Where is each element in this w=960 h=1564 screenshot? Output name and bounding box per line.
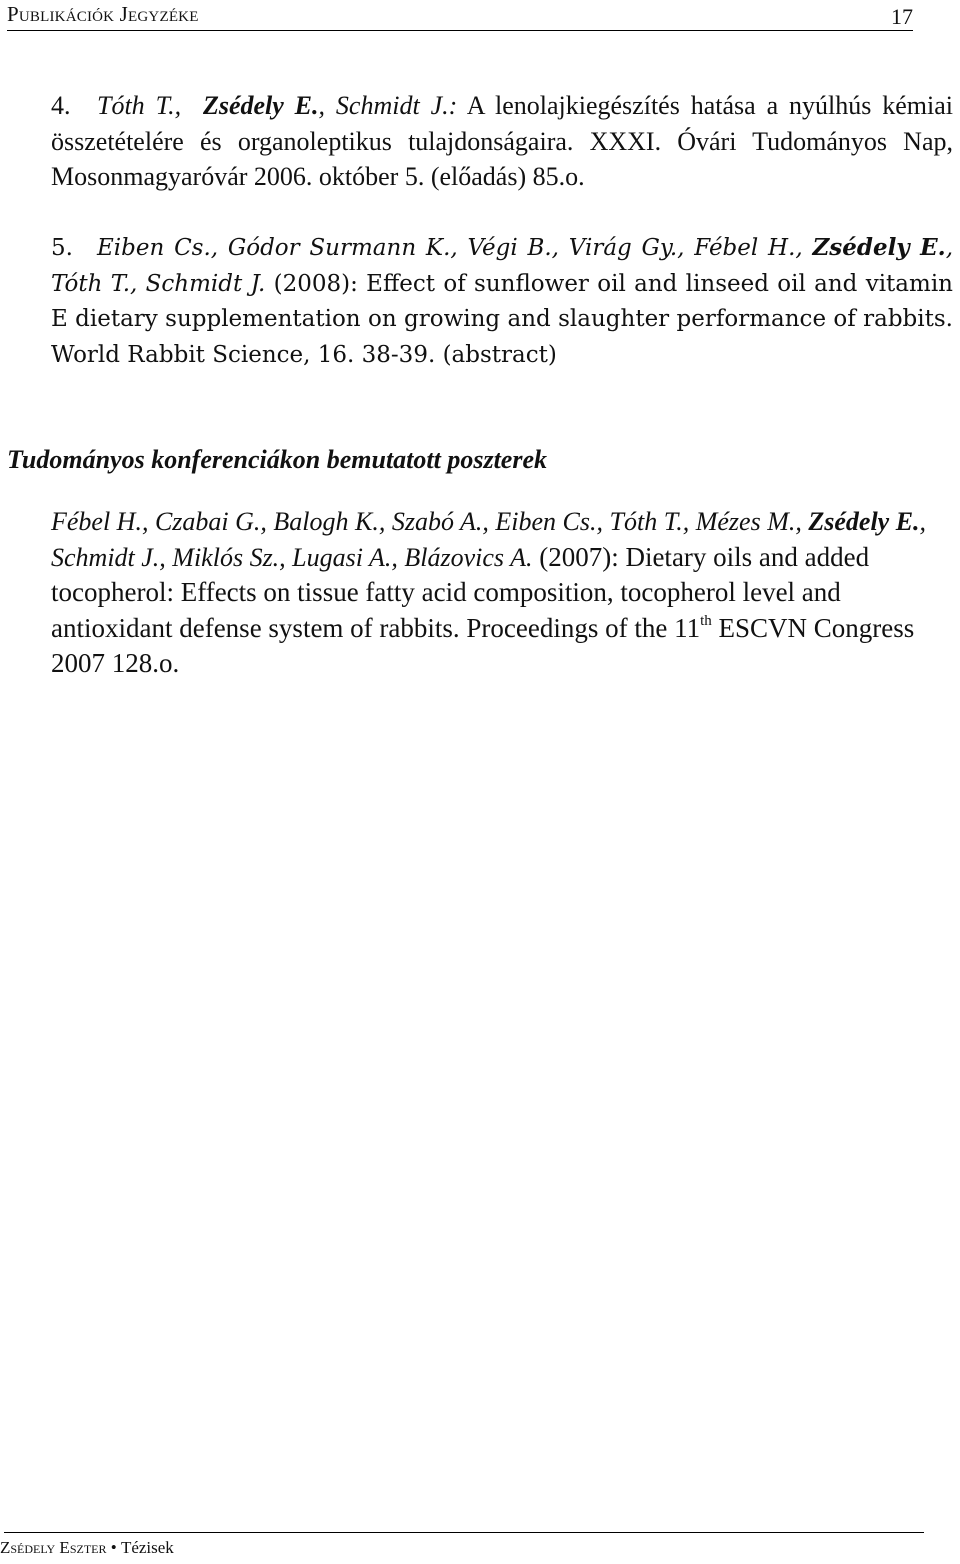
poster-authors-rest: , Schmidt J., Miklós Sz., Lugasi A., Blázovics A.: [51, 507, 927, 572]
publication-entry-5: [51, 230, 953, 373]
entry-authors-rest: , Schmidt J.:: [318, 91, 458, 120]
publication-entry-4: [51, 88, 953, 195]
entry-authors-rest: , Tóth T., Schmidt J.: [51, 235, 953, 297]
poster-text: (2007): Dietary oils and added tocopherol: Effects on tissue fatty acid composition, tocopherol level and antioxidant defense system of rabbits. Proceedings of the 11: [51, 541, 870, 643]
entry-author-highlight: Zsédely E.: [202, 91, 319, 120]
section-heading: Tudományos konferenciákon bemutatott poszterek: [7, 445, 547, 474]
poster-text-end: ESCVN Congress 2007 128.o.: [51, 612, 915, 678]
poster-authors: Fébel H., Czabai G., Balogh K., Szabó A., Eiben Cs., Tóth T., Mézes M.,: [51, 507, 802, 536]
entry-authors: Tóth T.,: [97, 91, 182, 120]
footer-rule: [4, 1532, 924, 1533]
page-footer: [0, 1538, 174, 1558]
page-header: [7, 2, 913, 31]
header-title: Publikációk Jegyzéke: [7, 2, 199, 26]
entry-number: 5.: [51, 235, 73, 261]
page-number: 17: [891, 4, 913, 29]
ordinal-suffix: th: [700, 612, 712, 629]
entry-text: (2008): Effect of sunflower oil and linseed oil and vitamin E dietary supplementation on growing and slaughter performance of rabbits. World Rabbit Science, 16. 38-39. (abstract): [51, 270, 953, 368]
entry-text: A lenolajkiegészítés hatása a nyúlhús kémiai összetételére és organoleptikus tulajdonságaira. XXXI. Óvári Tudományos Nap, Mosonmagyaróvár 2006. október 5. (előadás) 85.o.: [51, 91, 954, 191]
poster-entry: [51, 504, 951, 682]
entry-number: 4.: [51, 91, 71, 120]
poster-author-highlight: Zsédely E.: [808, 507, 920, 536]
entry-author-highlight: Zsédely E.: [812, 234, 946, 261]
footer-author: Zsédely Eszter: [0, 1538, 107, 1557]
bullet-icon: •: [110, 1538, 117, 1557]
footer-label: Tézisek: [120, 1538, 174, 1557]
entry-authors: Eiben Cs., Gódor Surmann K., Végi B., Virág Gy., Fébel H.,: [97, 235, 803, 261]
